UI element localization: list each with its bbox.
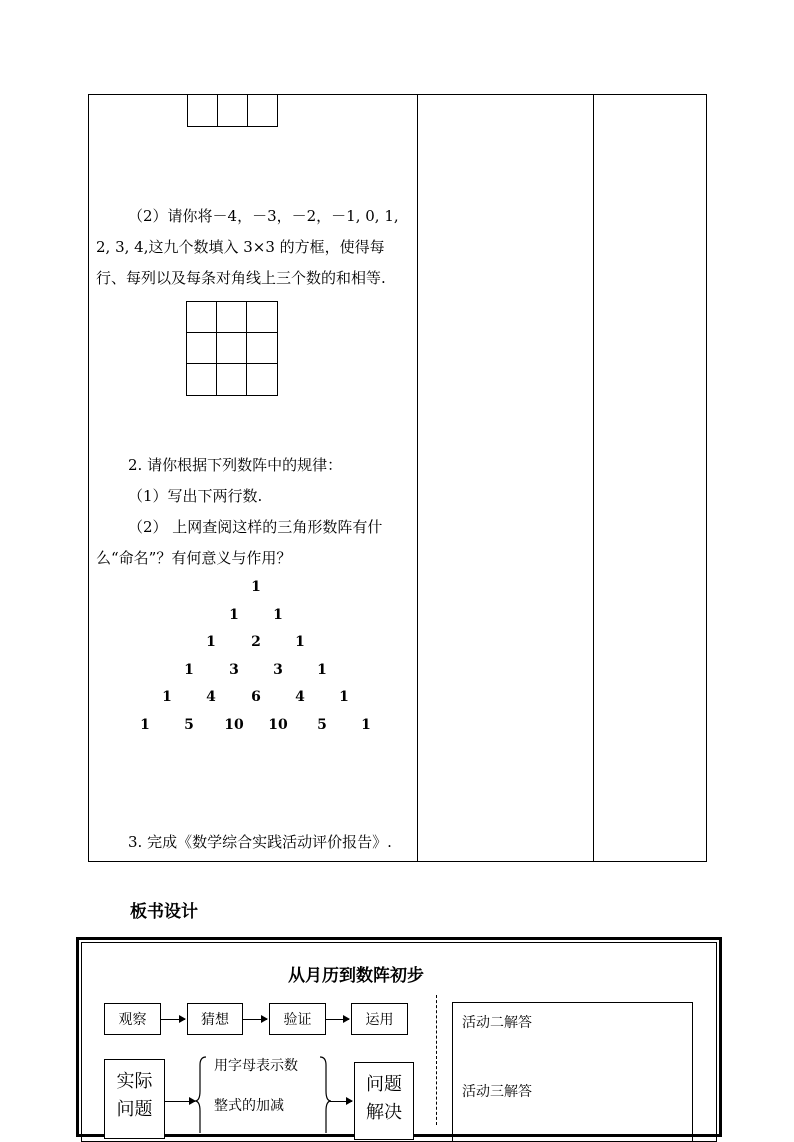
grid-cell xyxy=(246,301,278,333)
real-problem-text: 实际问题 xyxy=(116,1071,153,1120)
grid-cell xyxy=(216,332,247,364)
task2-title: 2. 请你根据下列数阵中的规律： xyxy=(128,456,343,474)
arrow-right-icon xyxy=(243,1019,267,1020)
middle-item-add-subtract: 整式的加减 xyxy=(214,1098,284,1114)
table-top-border xyxy=(88,94,707,95)
table-bottom-border xyxy=(88,861,707,862)
flow-step-observe: 观察 xyxy=(104,1003,161,1035)
pascal-number: 3 xyxy=(229,662,239,678)
pascal-number: 1 xyxy=(317,662,327,678)
arrow-right-icon xyxy=(326,1019,349,1020)
problem-solved-text: 问题解决 xyxy=(366,1074,402,1123)
grid-cell xyxy=(216,301,247,333)
pascal-number: 2 xyxy=(251,634,261,650)
pascal-number: 10 xyxy=(268,717,288,733)
table-right-border xyxy=(706,94,707,862)
grid-cell xyxy=(187,94,218,127)
grid-cell xyxy=(246,363,278,396)
grid-cell xyxy=(186,301,217,333)
arrow-right-icon xyxy=(165,1101,195,1102)
arrow-right-icon xyxy=(161,1019,185,1020)
pascal-number: 1 xyxy=(273,607,283,623)
right-brace-icon xyxy=(318,1055,332,1135)
grid-cell xyxy=(246,332,278,364)
q2-text-line2: 2, 3, 4,这九个数填入 3×3 的方框，使得每 xyxy=(96,238,385,256)
q2-text-line3: 行、每列以及每条对角线上三个数的和相等. xyxy=(96,269,386,287)
pascal-number: 1 xyxy=(251,579,261,595)
middle-item-letters: 用字母表示数 xyxy=(214,1058,298,1074)
pascal-number: 4 xyxy=(295,689,305,705)
pascal-number: 6 xyxy=(251,689,261,705)
pascal-number: 1 xyxy=(162,689,172,705)
dashed-divider xyxy=(436,995,437,1125)
pascal-number: 3 xyxy=(273,662,283,678)
pascal-number: 5 xyxy=(317,717,327,733)
left-brace-icon xyxy=(194,1055,208,1135)
pascal-number: 10 xyxy=(224,717,244,733)
grid-cell xyxy=(217,94,248,127)
grid-cell xyxy=(186,363,217,396)
answer-activity-two: 活动二解答 xyxy=(462,1015,532,1031)
pascal-number: 1 xyxy=(140,717,150,733)
arrow-right-icon xyxy=(330,1101,352,1102)
task2-item1: （1）写出下两行数. xyxy=(128,487,263,505)
flow-step-apply: 运用 xyxy=(351,1003,408,1035)
task2-item2-line1: （2） 上网查阅这样的三角形数阵有什 xyxy=(128,518,383,536)
table-divider-2 xyxy=(593,94,594,862)
pascal-number: 1 xyxy=(361,717,371,733)
pascal-number: 1 xyxy=(339,689,349,705)
q2-text-line1: （2）请你将－4，－3，－2，－1, 0, 1, xyxy=(128,207,399,225)
pascal-number: 1 xyxy=(295,634,305,650)
task2-item2-line2: 么“命名”？有何意义与作用？ xyxy=(96,549,292,567)
pascal-number: 1 xyxy=(206,634,216,650)
grid-cell xyxy=(247,94,278,127)
task3-text: 3. 完成《数学综合实践活动评价报告》. xyxy=(128,833,392,851)
board-design-heading: 板书设计 xyxy=(130,902,198,922)
pascal-number: 5 xyxy=(184,717,194,733)
table-left-border xyxy=(88,94,89,862)
pascal-number: 4 xyxy=(206,689,216,705)
flow-step-verify: 验证 xyxy=(269,1003,326,1035)
flow-step-guess: 猜想 xyxy=(187,1003,243,1035)
answer-activity-three: 活动三解答 xyxy=(462,1084,532,1100)
problem-solved-box xyxy=(354,1062,414,1140)
board-title: 从月历到数阵初步 xyxy=(288,966,424,986)
pascal-number: 1 xyxy=(229,607,239,623)
grid-cell xyxy=(186,332,217,364)
grid-cell xyxy=(216,363,247,396)
pascal-number: 1 xyxy=(184,662,194,678)
real-problem-box xyxy=(104,1059,165,1139)
table-divider-1 xyxy=(417,94,418,862)
